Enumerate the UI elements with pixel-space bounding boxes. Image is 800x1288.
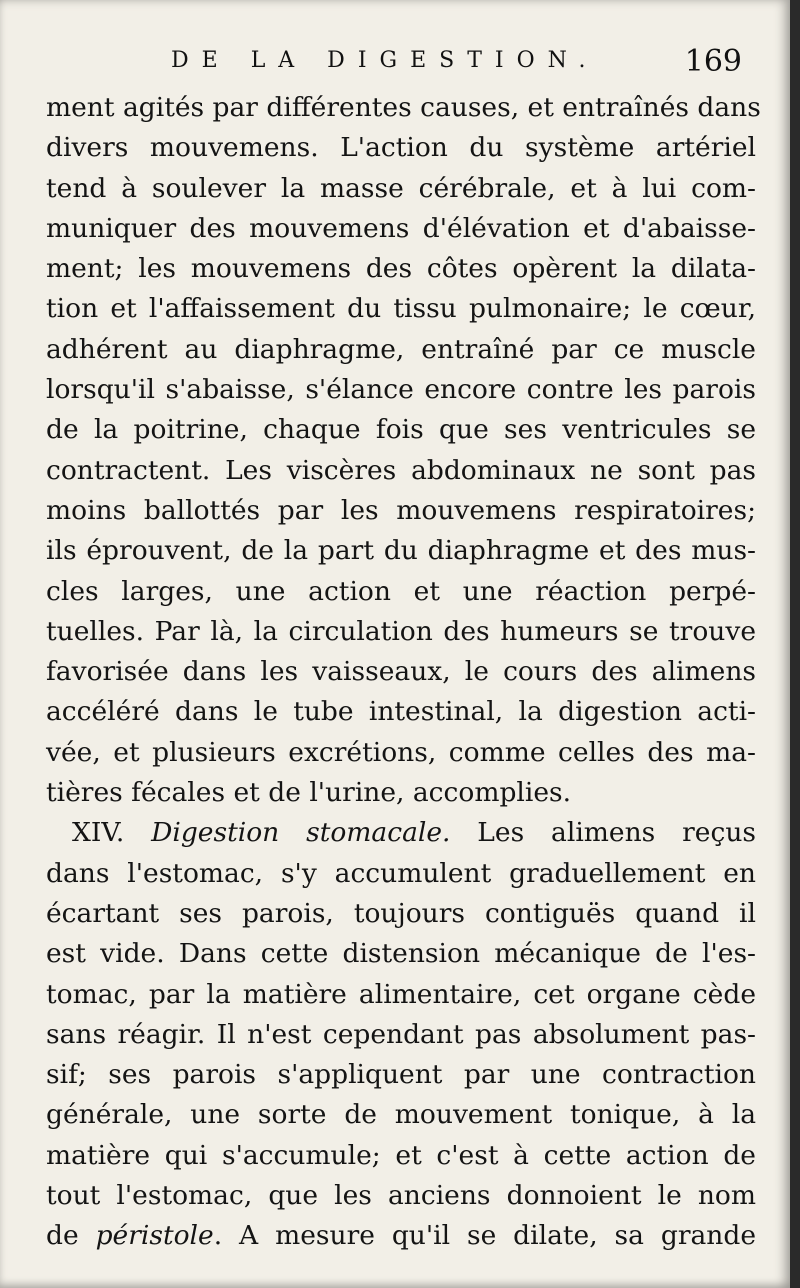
text-line: ils éprouvent, de la part du diaphragme et des mus-	[46, 535, 756, 567]
text-line: sans réagir. Il n'est cependant pas absolument pas-	[46, 1018, 756, 1050]
text-line: tières fécales et de l'urine, accomplies.	[46, 777, 572, 809]
text-line: tend à soulever la masse cérébrale, et à lui com-	[46, 172, 756, 204]
text-line: divers mouvemens. L'action du système artériel	[46, 132, 756, 164]
text-line: favorisée dans les vaisseaux, le cours des alimens	[46, 656, 756, 688]
section-heading-line	[46, 813, 756, 853]
text-line: générale, une sorte de mouvement tonique, à la	[46, 1099, 756, 1131]
running-head	[46, 44, 750, 84]
text-line: accéléré dans le tube intestinal, la digestion acti-	[46, 696, 756, 728]
text-line: muniquer des mouvemens d'élévation et d'abaisse-	[46, 212, 756, 244]
text-line: cles larges, une action et une réaction perpé-	[46, 575, 756, 607]
text-line: est vide. Dans cette distension mécanique de l'es-	[46, 938, 756, 970]
text-line: tuelles. Par là, la circulation des humeurs se trouve	[46, 615, 756, 647]
text-line: moins ballottés par les mouvemens respiratoires;	[46, 494, 756, 526]
final-line-pre: de	[46, 1220, 96, 1252]
text-line: dans l'estomac, s'y accumulent graduellement en	[46, 857, 756, 889]
section-first-line-text: Les alimens reçus	[450, 817, 756, 849]
text-line: matière qui s'accumule; et c'est à cette action de	[46, 1139, 756, 1171]
text-line: ment agités par différentes causes, et entraînés dans	[46, 92, 761, 123]
text-line: ment; les mouvemens des côtes opèrent la dilata-	[46, 253, 756, 285]
text-line: contractent. Les viscères abdominaux ne sont pas	[46, 454, 756, 486]
running-title: DE LA DIGESTION.	[171, 48, 599, 73]
text-line: tomac, par la matière alimentaire, cet organe cède	[46, 978, 756, 1010]
page-number: 169	[684, 44, 742, 79]
text-line: adhérent au diaphragme, entraîné par ce muscle	[46, 333, 756, 365]
text-line: écartant ses parois, toujours contiguës quand il	[46, 897, 756, 929]
section-number: XIV.	[72, 817, 152, 849]
text-line: sif; ses parois s'appliquent par une contraction	[46, 1059, 756, 1091]
text-line-final	[46, 1216, 756, 1256]
text-line: de la poitrine, chaque fois que ses ventricules se	[46, 414, 756, 446]
final-line-post: . A mesure qu'il se dilate, sa grande	[213, 1220, 756, 1252]
term-peristole: péristole	[95, 1220, 214, 1252]
text-line: vée, et plusieurs excrétions, comme celles des ma-	[46, 736, 756, 768]
section-title: Digestion stomacale.	[151, 817, 451, 849]
text-line: lorsqu'il s'abaisse, s'élance encore contre les parois	[46, 374, 756, 406]
body-text	[46, 88, 761, 1257]
text-line: tion et l'affaissement du tissu pulmonaire; le cœur,	[46, 293, 756, 325]
text-line: tout l'estomac, que les anciens donnoient le nom	[46, 1180, 756, 1212]
